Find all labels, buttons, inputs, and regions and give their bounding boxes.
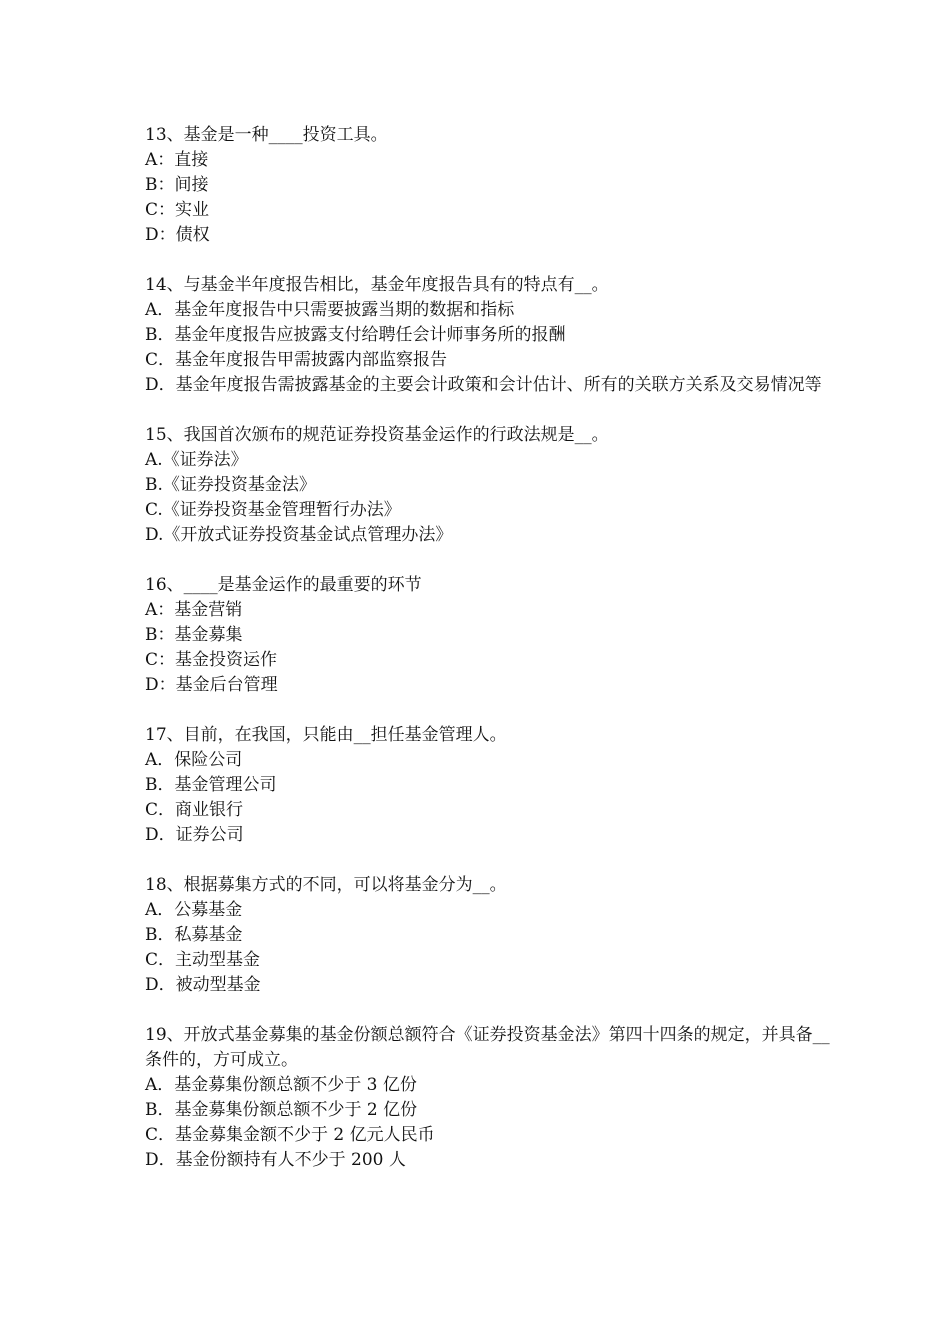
option-b: B．基金年度报告应披露支付给聘任会计师事务所的报酬 bbox=[145, 325, 566, 345]
document-page bbox=[145, 123, 835, 1198]
option-c: C．基金年度报告甲需披露内部监察报告 bbox=[145, 350, 448, 370]
option-b: B．基金募集份额总额不少于 2 亿份 bbox=[145, 1100, 418, 1120]
option-c: C：实业 bbox=[145, 200, 210, 220]
option-d: D．被动型基金 bbox=[145, 975, 261, 995]
option-b: B.《证券投资基金法》 bbox=[145, 475, 316, 495]
question-stem: 17、目前，在我国，只能由__担任基金管理人。 bbox=[145, 725, 507, 745]
option-b: B．私募基金 bbox=[145, 925, 243, 945]
option-d: D．证券公司 bbox=[145, 825, 244, 845]
question-stem: 13、基金是一种____投资工具。 bbox=[145, 125, 388, 145]
question-17 bbox=[145, 723, 835, 848]
option-d: D．基金年度报告需披露基金的主要会计政策和会计估计、所有的关联方关系及交易情况等 bbox=[145, 375, 822, 395]
question-16 bbox=[145, 573, 835, 698]
question-stem: 16、____是基金运作的最重要的环节 bbox=[145, 575, 422, 595]
question-15 bbox=[145, 423, 835, 548]
option-d: D．基金份额持有人不少于 200 人 bbox=[145, 1150, 406, 1170]
option-a: A．基金募集份额总额不少于 3 亿份 bbox=[145, 1075, 417, 1095]
option-d: D：基金后台管理 bbox=[145, 675, 278, 695]
option-c: C.《证券投资基金管理暂行办法》 bbox=[145, 500, 401, 520]
option-a: A：直接 bbox=[145, 150, 209, 170]
option-a: A．公募基金 bbox=[145, 900, 243, 920]
question-stem: 14、与基金半年度报告相比，基金年度报告具有的特点有__。 bbox=[145, 275, 609, 295]
option-c: C．商业银行 bbox=[145, 800, 244, 820]
option-a: A．基金年度报告中只需要披露当期的数据和指标 bbox=[145, 300, 515, 320]
option-b: B．基金管理公司 bbox=[145, 775, 277, 795]
question-stem: 15、我国首次颁布的规范证券投资基金运作的行政法规是__。 bbox=[145, 425, 609, 445]
question-stem: 18、根据募集方式的不同，可以将基金分为__。 bbox=[145, 875, 507, 895]
option-b: B：基金募集 bbox=[145, 625, 243, 645]
question-19 bbox=[145, 1023, 835, 1173]
option-c: C．主动型基金 bbox=[145, 950, 261, 970]
option-c: C：基金投资运作 bbox=[145, 650, 278, 670]
question-14 bbox=[145, 273, 835, 398]
question-stem: 19、开放式基金募集的基金份额总额符合《证券投资基金法》第四十四条的规定，并具备__条件的，方可成立。 bbox=[145, 1025, 830, 1070]
option-d: D：债权 bbox=[145, 225, 210, 245]
option-b: B：间接 bbox=[145, 175, 209, 195]
option-c: C．基金募集金额不少于 2 亿元人民币 bbox=[145, 1125, 435, 1145]
question-13 bbox=[145, 123, 835, 248]
option-a: A.《证券法》 bbox=[145, 450, 248, 470]
option-a: A．保险公司 bbox=[145, 750, 243, 770]
option-a: A：基金营销 bbox=[145, 600, 243, 620]
option-d: D.《开放式证券投资基金试点管理办法》 bbox=[145, 525, 453, 545]
question-18 bbox=[145, 873, 835, 998]
